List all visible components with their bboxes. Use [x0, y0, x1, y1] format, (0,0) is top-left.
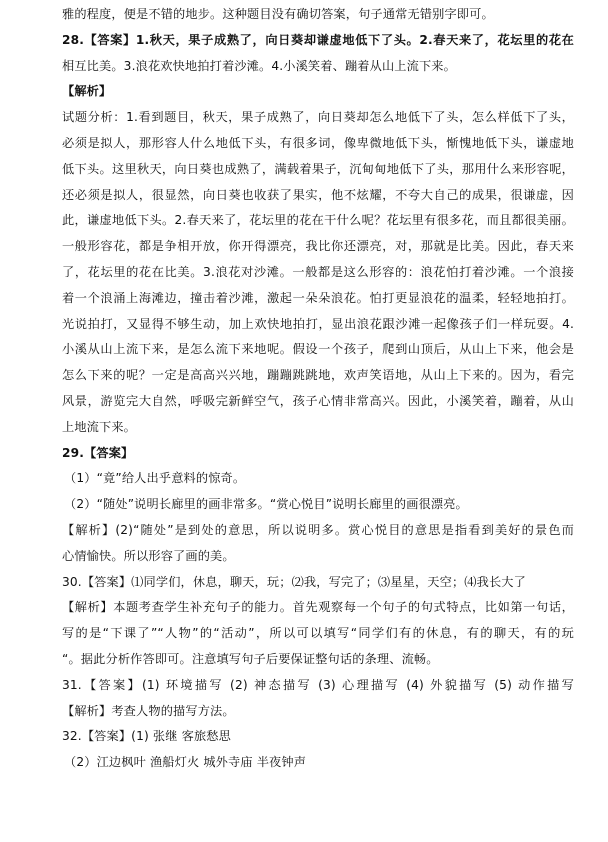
text-line: 一般形容花，都是争相开放，你开得漂亮，我比你还漂亮，对，那就是比美。因此，春天来 [62, 239, 574, 254]
text-line: 【解析】(2)“随处”是到处的意思，所以说明多。赏心悦目的意思是指看到美好的景色而 [62, 522, 574, 537]
text-line: 低下头。这里秋天，向日葵也成熟了，满载着果子，沉甸甸地低下了头，那用什么来形容呢， [62, 161, 574, 176]
text-line: 雅的程度，便是不错的地步。这种题目没有确切答案，句子通常无错别字即可。 [62, 7, 494, 21]
text-line: 了，花坛里的花在比美。3.浪花对沙滩。一般都是这么形容的：浪花怕打着沙滩。一个浪接 [62, 264, 574, 279]
text-line: 必须是拟人，那形容人什么地低下头，有很多词，像卑微地低下头，惭愧地低下头，谦虚地 [62, 135, 574, 150]
text-line: 试题分析：1.看到题目，秋天，果子成熟了，向日葵却怎么地低下了头，怎么样低下了头， [62, 110, 574, 125]
text-line: （2）江边枫叶 渔船灯火 城外寺庙 半夜钟声 [64, 755, 307, 770]
text-line: 【解析】考查人物的描写方法。 [62, 703, 235, 718]
text-line: 此，谦虚地低下头。2.春天来了，花坛里的花在干什么呢？花坛里有很多花，而且都很美丽。 [62, 213, 574, 228]
text-line: 着一个浪涌上海滩边，撞击着沙滩，激起一朵朵浪花。怕打更显浪花的温柔，轻轻地拍打。 [62, 290, 574, 305]
text-line: 小溪从山上流下来，是怎么流下来地呢。假设一个孩子，爬到山顶后，从山上下来，他会是 [62, 342, 574, 357]
text-line: 光说拍打，又显得不够生动，加上欢快地拍打，显出浪花跟沙滩一起像孩子们一样玩耍。4. [62, 316, 574, 331]
text-line: 风景，游览完大自然，呼吸完新鲜空气，孩子心情非常高兴。因此，小溪笑着，蹦着，从山 [62, 393, 574, 408]
text-line: （1）“竟”给人出乎意料的惊奇。 [64, 471, 246, 486]
text-line: 31.【答案】(1) 环境描写 (2) 神态描写 (3) 心理描写 (4) 外貌描写 (5) 动作描写 [62, 677, 574, 692]
text-line: 32.【答案】(1) 张继 客旅愁思 [62, 729, 231, 744]
text-line: “。据此分析作答即可。注意填写句子后要保证整句话的条理、流畅。 [62, 651, 439, 666]
text-line: 【解析】 [62, 84, 112, 99]
text-line: 29.【答案】 [62, 445, 134, 460]
text-line: 28.【答案】1.秋天，果子成熟了，向日葵却谦虚地低下了头。2.春天来了，花坛里的花在 [62, 32, 574, 47]
text-line: 相互比美。3.浪花欢快地拍打着沙滩。4.小溪笑着、蹦着从山上流下来。 [62, 58, 456, 73]
text-line: 上地流下来。 [62, 419, 137, 434]
text-line: 写的是“下课了”“人物”的“活动”，所以可以填写“同学们有的休息，有的聊天，有的玩 [62, 626, 574, 641]
text-line: 怎么下来的呢？一定是高高兴兴地，蹦蹦跳跳地，欢声笑语地，从山上下来的。因为，看完 [62, 368, 574, 383]
text-line: 心情愉快。所以形容了画的美。 [62, 548, 235, 563]
text-line: 30.【答案】⑴同学们，休息，聊天，玩；⑵我，写完了；⑶星星，天空；⑷我长大了 [62, 574, 526, 589]
text-line: 【解析】本题考查学生补充句子的能力。首先观察每一个句子的句式特点，比如第一句话， [62, 600, 574, 615]
text-line: 还必须是拟人，很显然，向日葵也收获了果实，他不炫耀，不夸大自己的成果，很谦虚，因 [62, 187, 574, 202]
text-line: （2）“随处”说明长廊里的画非常多。“赏心悦目”说明长廊里的画很漂亮。 [64, 497, 468, 512]
